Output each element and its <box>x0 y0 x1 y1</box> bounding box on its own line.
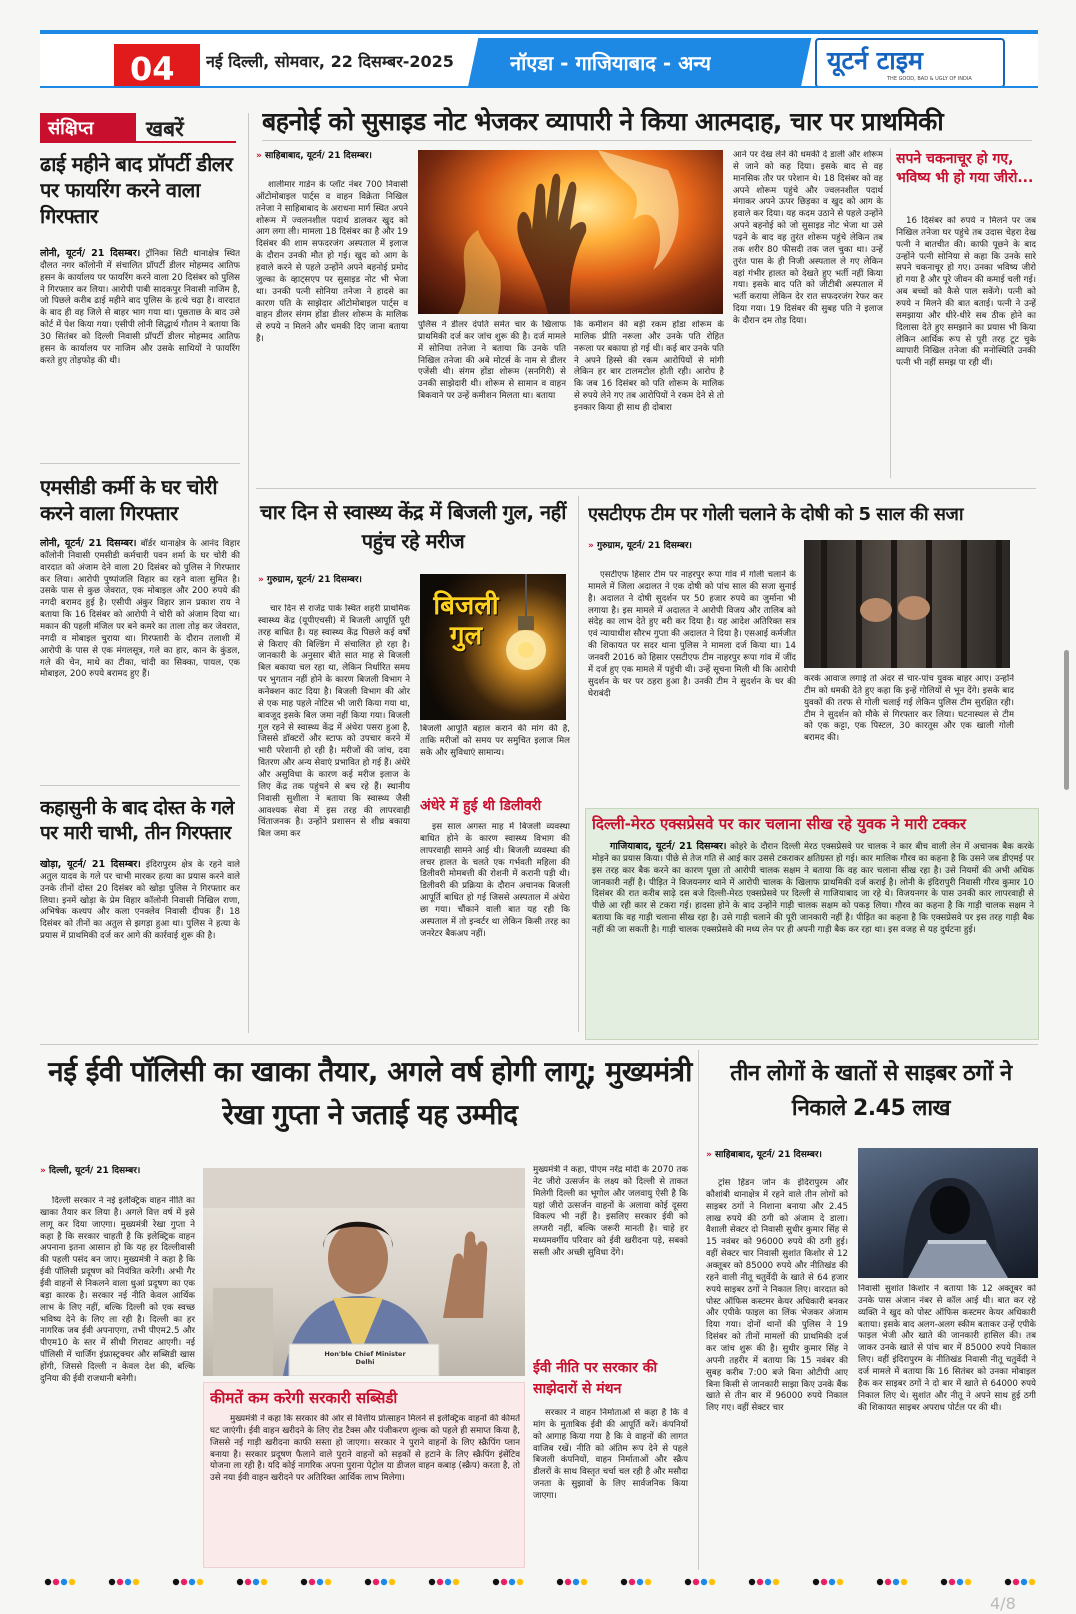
jail-bars-illustration <box>804 540 1010 668</box>
story-3-dateline-text: गुरुग्राम, यूटर्न/ 21 दिसम्बर। <box>596 541 692 551</box>
footer-dot <box>709 1579 715 1585</box>
scrollbar[interactable] <box>1064 650 1069 790</box>
story-1-col-2: पुलिस ने डीलर दंपति समेत चार के खिलाफ प्राथमिकी दर्ज कर जांच शुरू की है। दर्ज मामले में सोनिया तनेजा ने बताया कि उनके पति निखिल तनेजा की अबे मोटर्स के नाम से डीलर एजेंसी थी। संगम होंडा शोरूम (सनगिरी) से उनकी साझेदारी थी। शोरूम से सामान व वाहन बिकवाने पर उन्हें कमीशन मिलता था। बताया <box>418 320 566 402</box>
footer-dot <box>381 1579 387 1585</box>
story-2-dateline-text: गुरुग्राम, यूटर्न/ 21 दिसम्बर। <box>266 575 362 585</box>
bulb-icon <box>420 574 566 720</box>
story-4-headline: दिल्ली-मेरठ एक्सप्रेसवे पर कार चलाना सीख रहे युवक ने मारी टक्कर <box>592 815 967 833</box>
page-indicator: 4/8 <box>990 1594 1016 1613</box>
footer-dot <box>893 1579 899 1585</box>
footer-dot <box>437 1579 443 1585</box>
divider <box>256 488 1036 489</box>
story-1-side-body: 16 दिसंबर को रुपये न मिलने पर जब निखिल तनेजा घर पहुंचे तब उदास चेहरा देख पत्नी ने बातचीत की। काफी पूछने के बाद उन्होंने पत्नी सोनिया से कहा कि उनके सारे सपने चकनाचूर हो गए। उनका भविष्य जीरो हो गया है और पूरे जीवन की कमाई चली गई। अब बच्चों को कैसे पाल सकेंगे। पत्नी को रुपये न मिलने की बात बताई। पत्नी ने उन्हें समझाया और धीरे-धीरे सब ठीक होने का दिलासा देते हुए समझाने का प्रयास भी किया लेकिन आर्थिक रूप से पूरी तरह टूट चुके व्यापारी निखिल तनेजा की मनोस्थिति उनकी पत्नी भी नहीं समझ पा रही थीं। <box>896 216 1036 369</box>
footer-dot <box>645 1579 651 1585</box>
brief-2-text: बॉर्डर थानाक्षेत्र के आनंद विहार कॉलोनी निवासी एमसीडी कर्मचारी पवन शर्मा के घर चोरी की वारदात को अंजाम देने वाला 20 दिसंबर को पुलिस ने गिरफ्तार कर लिया। आरोपी पुष्पांजलि विहार का रहने वाला सुमित है। उसके पास से कुछ जेवरात, एक मोबाइल और 200 रुपये की नगदी बरामद हुई है। एसीपी अंकुर विहार ज्ञान प्रकाश राय ने बताया कि 16 दिसंबर को आरोपी ने चोरी को अंजाम दिया था। मकान की पहली मंजिल पर बने कमरे का ताला तोड़ कर जेवरात, नगदी व मोबाइल चुराया था। गिरफ्तारी के दौरान तलाशी में आरोपी के पास से एक मंगलसूत्र, गले का हार, कान के कुंडल, गले की चेन, माथे का टीका, चांदी का सिक्का, पायल, एक मोबाइल, 200 रुपये बरामद हुए हैं। <box>40 539 240 680</box>
chief-minister-illustration <box>203 1168 525 1376</box>
footer-dot <box>509 1579 515 1585</box>
brief-1-dateline: लोनी, यूटर्न/ 21 दिसम्बर। <box>40 248 141 259</box>
story-5-subhead-1: कीमतें कम करेगी सरकारी सब्सिडी <box>210 1389 398 1407</box>
footer-dots-svg <box>40 1574 1038 1590</box>
story-4-dateline: गाजियाबाद, यूटर्न/ 21 दिसम्बर। <box>610 841 727 852</box>
footer-dot <box>1021 1579 1027 1585</box>
footer-dot <box>773 1579 779 1585</box>
footer-dot <box>181 1579 187 1585</box>
footer-dot <box>245 1579 251 1585</box>
story-5-subhead-2: ईवी नीति पर सरकार की साझेदारों से मंथन <box>533 1360 658 1397</box>
story-2-col-2: बिजली आपूर्ति बहाल कराने की मांग की है, ताकि मरीजों को समय पर समुचित इलाज मिल सके और सुविधाएं सामान्य। <box>420 724 570 758</box>
footer-dot <box>69 1579 75 1585</box>
footer-dot <box>253 1579 259 1585</box>
brief-3-body <box>40 858 240 1023</box>
footer-dot <box>685 1579 691 1585</box>
story-4-body <box>592 840 1034 1036</box>
story-5-col-3: सरकार ने वाहन निर्माताओं से कहा है कि वे मांग के मुताबिक ईवी की आपूर्ति करें। कंपनियों को आगाह किया गया है कि वे वाहनों की लागत वाजिब रखें। नीति को अंतिम रूप देने से पहले बिजली कंपनियों, वाहन निर्माताओं और स्क्रैप डीलरों के साथ विस्तृत चर्चा चल रही है और मसौदा जनता के सुझावों के लिए सार्वजनिक किया जाएगा। <box>533 1408 688 1502</box>
footer-dot <box>565 1579 571 1585</box>
footer-dot <box>237 1579 243 1585</box>
subsidy-box-text: मुख्यमंत्री ने कहा कि सरकार की ओर से वित्तीय प्रोत्साहन मिलने से इलेक्ट्रिक वाहनों की कीमतें घट जाएंगी। ईवी वाहन खरीदने के लिए रोड टैक्स और पंजीकरण शुल्क को पहले ही समाप्त किया है, जिससे नई गाड़ी खरीदना काफी सस्ता हो जाएगा। सरकार ने पुराने वाहनों के लिए स्क्रैपिंग प्लान बनाया है। सरकार प्रदूषण फैलाने वाले पुराने वाहनों को सड़कों से हटाने के लिए स्क्रैपिंग इंसेंटिव योजना ला रही है। यदि कोई नागरिक अपना पुराना पेट्रोल या डीजल वाहन कबाड़ (स्क्रैप) करता है, तो उसे नया ईवी वाहन खरीदने पर अतिरिक्त आर्थिक लाभ मिलेगा। <box>210 1414 520 1484</box>
story-5-col-1: दिल्ली सरकार ने नई इलेक्ट्रिक वाहन नीति का खाका तैयार कर लिया है। अगले वित्त वर्ष में इसे लागू कर दिया जाएगा। मुख्यमंत्री रेखा गुप्ता ने कहा है कि सरकार चाहती है कि इलेक्ट्रिक वाहन अपनाना इतना आसान हो कि यह हर दिल्लीवासी की पहली पसंद बन जाए। मुख्यमंत्री ने कहा है कि ईवी पॉलिसी प्रदूषण को नियंत्रित करेगी। अभी गैर ईवी वाहनों से निकलने वाला धुआं प्रदूषण का एक बड़ा कारक है। सरकार नई नीति केवल आर्थिक लाभ के लिए नहीं, बल्कि दिल्ली को एक स्वच्छ भविष्य देने के लिए ला रही है। दिल्ली का हर नागरिक जब ईवी अपनाएगा, तभी पीएम2.5 और पीएम10 के स्तर में सीधी गिरावट आएगी। नई पॉलिसी में चार्जिंग इंफ्रास्ट्रक्चर और सब्सिडी खास होंगी, जिससे दिल्ली न केवल देश की, बल्कि दुनिया की ईवी राजधानी बनेगी। <box>40 1196 195 1384</box>
story-6-dateline: » साहिबाबाद, यूटर्न/ 21 दिसम्बर। <box>706 1150 822 1160</box>
brand-name: यूटर्न टाइम <box>827 46 923 75</box>
footer-dot <box>53 1579 59 1585</box>
brief-1-body <box>40 247 240 460</box>
footer-dot <box>493 1579 499 1585</box>
chief-minister-photo <box>203 1168 525 1376</box>
footer-dot <box>749 1579 755 1585</box>
story-5-headline: नई ईवी पॉलिसी का खाका तैयार, अगले वर्ष होगी लागू; मुख्यमंत्री रेखा गुप्ता ने जताई यह उम्मीद <box>48 1055 692 1132</box>
footer-dot <box>317 1579 323 1585</box>
story-4-text: कोहरे के दौरान दिल्ली मेरठ एक्सप्रेसवे पर चालक ने कार बीच वाली लेन में अचानक बैक करके मोड़ने का प्रयास किया। पीछे से तेज गति से आई कार उससे टकराकर क्षतिग्रस्त हो गई। कार मालिक गौरव का कहना है कि उसने जब डीएमई पर इस तरह कार बैक करने का कारण पूछा तो आरोपी चालक सक्षम ने बताया कि वह कार चलाना सीख रहा है। उसे नियमों की अभी अधिक जानकारी नहीं है। पीड़ित ने विजयनगर थाने में आरोपी चालक के खिलाफ प्राथमिकी दर्ज कराई है। लोनी के इंदिरापुरी निवासी गौरव कुमार 10 दिसंबर की रात करीब साढ़े दस बजे दिल्ली-मेरठ एक्सप्रेसवे पर दिल्ली से गाजियाबाद जा रहे थे। विजयनगर के पास उनकी कार लापरवाही से पीछे आ रही कार से टकरा गई। हादसा होने के बाद उन्होंने गाड़ी चालक सक्षम को पकड़ लिया। गौरव का कहना है कि गाड़ी चालक सक्षम ने बताया कि वह गाड़ी चलाना सीख रहा है। उसे गाड़ी चलाने की पूरी जानकारी नहीं है। पीड़ित का कहना है कि एक्सप्रेसवे पर इस तरह गाड़ी बैक नहीं की जा सकती है। गाड़ी चालक एक्सप्रेसवे की मध्य लेन पर ही अपनी गाड़ी बैक कर रहा था। इस वजह से यह दुर्घटना हुई। <box>592 842 1034 936</box>
column-rule <box>248 113 249 1033</box>
footer-dot <box>173 1579 179 1585</box>
footer-dot <box>117 1579 123 1585</box>
divider <box>40 463 240 464</box>
hacker-illustration <box>858 1148 1038 1278</box>
footer-dot <box>325 1579 331 1585</box>
footer-dot <box>629 1579 635 1585</box>
bijli-gul-photo <box>420 574 566 720</box>
story-6-headline: तीन लोगों के खातों से साइबर ठगों ने निकाले 2.45 लाख <box>730 1061 1012 1122</box>
footer-dot <box>701 1579 707 1585</box>
divider <box>40 785 240 786</box>
story-3-dateline: » गुरुग्राम, यूटर्न/ 21 दिसम्बर। <box>588 541 692 551</box>
story-5-dateline: » दिल्ली, यूटर्न/ 21 दिसम्बर। <box>40 1166 141 1176</box>
footer-dot <box>301 1579 307 1585</box>
footer-dot <box>517 1579 523 1585</box>
footer-dot <box>637 1579 643 1585</box>
footer-dot <box>621 1579 627 1585</box>
divider <box>262 140 1032 141</box>
brief-2-body <box>40 537 240 782</box>
page-number <box>114 44 200 88</box>
story-6-col-2: निवासी सुशांत किशोर ने बताया कि 12 अक्तूबर को उनके पास अंजान नंबर से कॉल आई थी। बात कर रहे व्यक्ति ने खुद को पोस्ट ऑफिस कस्टमर केयर अधिकारी बताया। इसके बाद अलग-अलग स्कीम बताकर उन्हें एपीके फाइल भेजी और खाते की जानकारी हासिल की। तब जाकर उनके खाते से पांच बार में 85000 रुपये निकाल लिए। वहीं इंदिरापुरम के नीतिखंड निवासी नीतू चतुर्वेदी ने दर्ज मामले में बताया कि 16 सितंबर को उनका मोबाइल हैक कर साइबर ठगों ने दो बार में खाते से 64000 रुपये निकाल लिए थे। सुशांत और नीतू ने अपने साथ हुई ठगी की शिकायत साइबर अपराध पोर्टल पर की थी। <box>858 1284 1036 1413</box>
footer-dot <box>429 1579 435 1585</box>
footer-dot <box>813 1579 819 1585</box>
footer-dot <box>1005 1579 1011 1585</box>
footer-dot <box>501 1579 507 1585</box>
footer-dot <box>957 1579 963 1585</box>
story-6-col-1: ट्रांस हिंडन जोन के इंदिरापुरम और कौशांबी थानाक्षेत्र में रहने वाले तीन लोगों को साइबर ठगों ने निशाना बनाया और 2.45 लाख रुपये की ठगी को अंजाम दे डाला। वैशाली सेक्टर दो निवासी सुधीर कुमार सिंह से 15 नवंबर को 96000 रुपये की ठगी हुई। वहीं सेक्टर चार निवासी सुशांत किशोर से 12 अक्तूबर को 85000 रुपये और नीतिखंड की रहने वाली नीतू चतुर्वेदी के खाते से 64 हजार रुपये साइबर ठगों ने निकाल लिए। वारदात को पोस्ट ऑफिस कस्टमर केयर अधिकारी बनकर और एपीके फाइल का लिंक भेजकर अंजाम दिया गया। दोनों थानों की पुलिस ने 19 दिसंबर को तीनों मामलों की प्राथमिकी दर्ज कर जांच शुरू की है। सुधीर कुमार सिंह ने अपनी तहरीर में बताया कि 15 नवंबर की सुबह करीब 7:00 बजे बिना ओटीपी आए बिना किसी से जानकारी साझा किए उनके बैंक खाते से तीन बार में 96000 रुपये निकाल लिए गए। वहीं सेक्टर चार <box>706 1178 848 1414</box>
story-3-col-1: एसटीएफ हिसार टीम पर नाहरपुर रूपा गांव में गोली चलाने के मामले में जिला अदालत ने एक दोषी को पांच साल की सजा सुनाई है। अदालत ने दोषी सुदर्शन पर 50 हजार रुपये का जुर्माना भी लगाया है। इस मामले में अदालत ने आरोपी विजय और तालिब को संदेह का लाभ देते हुए बरी कर दिया है। यह आदेश अतिरिक्त सत्र एवं न्यायाधीश सौरभ गुप्ता की अदालत ने दिया है। एसआई कर्मजीत की शिकायत पर सदर थाना पुलिस ने मामला दर्ज किया था। 14 जनवरी 2016 को हिसार एसटीएफ टीम नाहरपुर रूपा गांव में जींद में दर्ज हुए एक मामले में पहुंची थी। उन्हें सूचना मिली थी कि आरोपी सुदर्शन के घर पर ठहरा हुआ है। उनकी टीम ने सुदर्शन के घर की घेराबंदी <box>588 570 796 699</box>
brand-logo <box>815 38 1005 88</box>
footer-dot <box>965 1579 971 1585</box>
footer-dot <box>61 1579 67 1585</box>
column-rule <box>578 496 579 1032</box>
footer-dot <box>373 1579 379 1585</box>
story-1-dateline-text: साहिबाबाद, यूटर्न/ 21 दिसम्बर। <box>264 151 372 161</box>
fire-hands-photo <box>418 150 723 314</box>
jail-bars-photo <box>804 540 1010 668</box>
footer-dot <box>885 1579 891 1585</box>
story-6-dateline-text: साहिबाबाद, यूटर्न/ 21 दिसम्बर। <box>714 1150 822 1160</box>
footer-dot <box>557 1579 563 1585</box>
footer-dot <box>573 1579 579 1585</box>
brief-3-title: कहासुनी के बाद दोस्त के गले पर मारी चाभी, तीन गिरफ्तार <box>40 797 234 844</box>
section-title: नॉएडा - गाजियाबाद - अन्य <box>510 51 711 75</box>
story-2-subhead: अंधेरे में हुई थी डिलीवरी <box>420 798 542 814</box>
footer-dot <box>261 1579 267 1585</box>
brief-2-title: एमसीडी कर्मी के घर चोरी करने वाला गिरफ्तार <box>40 475 218 525</box>
footer-dot <box>389 1579 395 1585</box>
story-1-side-title: सपने चकनाचूर हो गए, भविष्य भी हो गया जीरो... <box>896 151 1034 186</box>
page-number-text: 04 <box>130 50 175 88</box>
story-2-col-1: चार दिन से राजेंद्र पार्क स्थित शहरी प्राथमिक स्वास्थ्य केंद्र (यूपीएचसी) में बिजली आपूर्ति पूरी तरह बाधित है। यह स्वास्थ्य केंद्र पिछले कई वर्षों से किराए की बिल्डिंग में संचालित हो रहा है। जानकारी के अनुसार बीते सात माह से बिजली बिल बकाया चल रहा था, लेकिन निर्धारित समय पर भुगतान नहीं होने के कारण बिजली विभाग ने कनेक्शन काट दिया है। बिजली विभाग की ओर से एक माह पहले नोटिस भी जारी किया गया था, बावजूद इसके बिल जमा नहीं किया गया। बिजली गुल रहने से स्वास्थ्य केंद्र में अंधेरा पसरा हुआ है, जिससे डॉक्टरों और स्टाफ को उपचार करने में भारी परेशानी हो रही है। मरीजों की जांच, दवा वितरण और अन्य सेवाएं प्रभावित हो गई हैं। अंधेरे और असुविधा के कारण कई मरीज इलाज के लिए केंद्र तक पहुंचने से बच रहे हैं। स्थानीय निवासी सुशीला ने बताया कि स्वास्थ्य जैसी आवश्यक सेवा में इस तरह की लापरवाही चिंताजनक है। उन्होंने प्रशासन से शीघ्र बकाया बिल जमा कर <box>258 604 410 840</box>
dateline: नई दिल्ली, सोमवार, 22 दिसम्बर-2025 <box>206 52 454 71</box>
story-1-headline: बहनोई को सुसाइड नोट भेजकर व्यापारी ने किया आत्मदाह, चार पर प्राथमिकी <box>262 107 944 136</box>
footer-dot <box>365 1579 371 1585</box>
story-1-col-4: आने पर देख लेने की धमकी दे डाली और शोरूम से जाने को कह दिया। इसके बाद से वह मानसिक तौर पर परेशान थे। 18 दिसंबर को वह अपने शोरूम पहुंचे और ज्वलनशील पदार्थ मंगाकर अपने ऊपर छिड़का व खुद को आग के हवाले कर दिया। यह कदम उठाने से पहले उन्होंने अपने बहनोई को जो सुसाइड नोट भेजा था उसे पढ़ने के बाद वह तुरंत शोरूम पहुंचे लेकिन तब तक शरीर 80 फीसदी तक जल चुका था। उन्हें तुरंत पास के ही निजी अस्पताल ले गए लेकिन वहां गंभीर हालत को देखते हुए भर्ती नहीं किया गया। इसके बाद पति को जीटीबी अस्पताल में भर्ती कराया लेकिन देर रात सफदरजंग रेफर कर दिया गया। 19 दिसंबर की सुबह पति ने इलाज के दौरान दम तोड़ दिया। <box>733 150 883 327</box>
footer-dot <box>189 1579 195 1585</box>
footer-dot <box>877 1579 883 1585</box>
story-2-headline: चार दिन से स्वास्थ्य केंद्र में बिजली गुल, नहीं पहुंच रहे मरीज <box>260 500 566 553</box>
footer-dot <box>45 1579 51 1585</box>
sidebar-tag <box>40 113 236 143</box>
footer-dot <box>949 1579 955 1585</box>
brief-2-dateline: लोनी, यूटर्न/ 21 दिसम्बर। <box>40 538 137 549</box>
masthead <box>40 30 1038 88</box>
footer-dot <box>581 1579 587 1585</box>
footer-dot <box>941 1579 947 1585</box>
bijli-gul-text: बिजली गुल <box>433 591 499 651</box>
footer-dot <box>829 1579 835 1585</box>
footer-dot <box>109 1579 115 1585</box>
footer-dot <box>125 1579 131 1585</box>
footer-dot <box>821 1579 827 1585</box>
story-3-col-2: करके आवाज लगाई तो अंदर से चार-पांच युवक बाहर आए। उन्होंने टीम को धमकी देते हुए कहा कि इन्हें गोलियों से भून देंगे। इसके बाद युवकों की तरफ से गोली चलाई गई लेकिन पुलिस टीम सुरक्षित रही। टीम ने सुदर्शन को मौके से गिरफ्तार कर लिया। घटनास्थल से टीम को एक कट्टा, एक पिस्टल, 30 कारतूस और एक खाली गोली बरामद की। <box>804 674 1014 744</box>
footer-dot <box>445 1579 451 1585</box>
footer-dot <box>1013 1579 1019 1585</box>
footer-dots <box>40 1574 1038 1590</box>
tag-red: संक्षिप्त <box>40 113 136 143</box>
story-5-dateline-text: दिल्ली, यूटर्न/ 21 दिसम्बर। <box>48 1166 141 1176</box>
footer-dot <box>309 1579 315 1585</box>
footer-dot <box>133 1579 139 1585</box>
footer-dot <box>197 1579 203 1585</box>
tag-dark: खबरें <box>146 117 184 141</box>
story-3-headline: एसटीएफ टीम पर गोली चलाने के दोषी को 5 साल की सजा <box>588 504 963 525</box>
story-2-dateline: » गुरुग्राम, यूटर्न/ 21 दिसम्बर। <box>258 575 362 585</box>
footer-dot <box>1029 1579 1035 1585</box>
story-1-col-1: शालीमार गार्डन के प्लॉट नंबर 700 निवासी ऑटोमोबाइल पार्ट्स व वाहन विक्रेता निखिल तनेजा ने साहिबाबाद के अराधना मार्ग स्थित अपने शोरूम में ज्वलनशील पदार्थ डालकर खुद को आग लगा ली। मामला 18 दिसंबर का है और 19 दिसंबर की शाम सफदरजंग अस्पताल में इलाज के दौरान उनकी मौत हो गई। खुद को आग के हवाले करने से पहले उन्होंने अपने बहनोई प्रमोद जुल्का के व्हाट्सएप पर सुसाइड नोट भी भेजा था। उनकी पत्नी सोनिया तनेजा ने हादसे का कारण पति के साझेदार ऑटोमोबाइल पार्ट्स व वाहन डीलर संगम होंडा डीलर शोरूम के मालिक से रुपये न मिलने और धमकी दिए जाना बताया है। <box>256 180 408 345</box>
tag-underline <box>40 141 236 143</box>
story-5-col-2: मुख्यमंत्री ने कहा, पीएम नरेंद्र मोदी के 2070 तक नेट जीरो उत्सर्जन के लक्ष्य को दिल्ली से ताकत मिलेगी दिल्ली का भूगोल और जलवायु ऐसी है कि यहां जीरो उत्सर्जन वाहनों के अलावा कोई दूसरा विकल्प भी नहीं है। इसलिए सरकार ईवी को लग्जरी नहीं, बल्कि जरूरी मानती है। चाहे हर मध्यमवर्गीय परिवार को ईवी खरीदना पड़े, सबको सस्ती और अच्छी सुविधा देंगे। <box>533 1165 688 1259</box>
brand-tagline: THE GOOD, BAD & UGLY OF INDIA <box>887 76 972 82</box>
divider <box>40 1044 1038 1045</box>
footer-dot <box>757 1579 763 1585</box>
footer-dot <box>765 1579 771 1585</box>
brief-3-dateline: खोड़ा, यूटर्न/ 21 दिसम्बर। <box>40 859 141 870</box>
column-rule <box>698 1050 699 1570</box>
hacker-photo <box>858 1148 1038 1278</box>
story-2-col-3: इस साल अगस्त माह में बिजली व्यवस्था बाधित होने के कारण स्वास्थ्य विभाग की लापरवाही सामने आई थी। बिजली व्यवस्था की लचर हालत के चलते एक गर्भवती महिला की डिलीवरी मोमबत्ती की रोशनी में करानी पड़ी थी। डिलीवरी की प्रक्रिया के दौरान अचानक बिजली आपूर्ति बाधित हो गई जिससे अस्पताल में अंधेरा छा गया। चौंकाने वाली बात यह रही कि अस्पताल में तो इन्वर्टर था लेकिन किसी तरह का जनरेटर बैकअप नहीं। <box>420 822 570 939</box>
story-1-dateline: » साहिबाबाद, यूटर्न/ 21 दिसम्बर। <box>256 151 372 161</box>
brief-3-text: इंदिरापुरम क्षेत्र के रहने वाले अतुल यादव के गले पर चाभी मारकर हत्या का प्रयास करने वाले उनके तीनों दोस्त 20 दिसंबर को खोड़ा पुलिस ने गिरफ्तार कर लिया। इनमें खोड़ा के प्रेम विहार कॉलोनी निवासी निखिल राणा, अभिषेक कश्यप और कला एनक्लेव निवासी दीपक हैं। 18 दिसंबर को तीनों का अतुल से झगड़ा हुआ था। पुलिस ने हत्या के प्रयास में प्राथमिकी दर्ज कर आगे की कार्रवाई शुरू की है। <box>40 860 240 942</box>
fire-hands-illustration <box>418 150 723 314</box>
footer-dot <box>837 1579 843 1585</box>
brief-1-text: ट्रॉनिका सिटी थानाक्षेत्र स्थित दौलत नगर कॉलोनी में संचालित प्रॉपर्टी डीलर मोहम्मद आतिफ हसन के कार्यालय पर फायरिंग करने वाला 20 दिसंबर को पुलिस ने गिरफ्तार कर लिया। आरोपी पाबी सादकपुर निवासी नाजिम है, जो पिछले करीब ढाई महीने बाद पुलिस के हत्थे चढ़ा है। वारदात के बाद ही वह जिले से बाहर भाग गया था। पूछताछ के बाद उसे कोर्ट में पेश किया गया। एसीपी लोनी सिद्धार्थ गौतम ने बताया कि 30 सितंबर को दिल्ली निवासी प्रॉपर्टी डीलर मोहम्मद आतिफ हसन के कार्यालय पर नाजिम और उसके साथियों ने फायरिंग करते हुए तोड़फोड़ की थी। <box>40 249 240 366</box>
nameplate-text: Hon'ble Chief Minister Delhi <box>324 1350 406 1367</box>
footer-dot <box>901 1579 907 1585</box>
story-1-col-3: कि कमीशन की बड़ी रकम होंडा शोरूम के मालिक प्रीति नरूला और उनके पति रोहित नरूला पर बकाया हो गई थी। कई बार उनके पति ने अपने हिस्से की रकम आरोपियों से मांगी लेकिन हर बार टालमटोल होती रही। आरोप है कि जब 16 दिसंबर को पति शोरूम के मालिक से रुपये लेने गए तब आरोपियों ने रकम देने से तो इनकार किया ही साथ ही दोबारा <box>574 320 724 414</box>
footer-dot <box>453 1579 459 1585</box>
column-rule <box>890 148 891 478</box>
footer-dot <box>693 1579 699 1585</box>
brief-1-title: ढाई महीने बाद प्रॉपर्टी डीलर पर फायरिंग करने वाला गिरफ्तार <box>40 152 233 228</box>
